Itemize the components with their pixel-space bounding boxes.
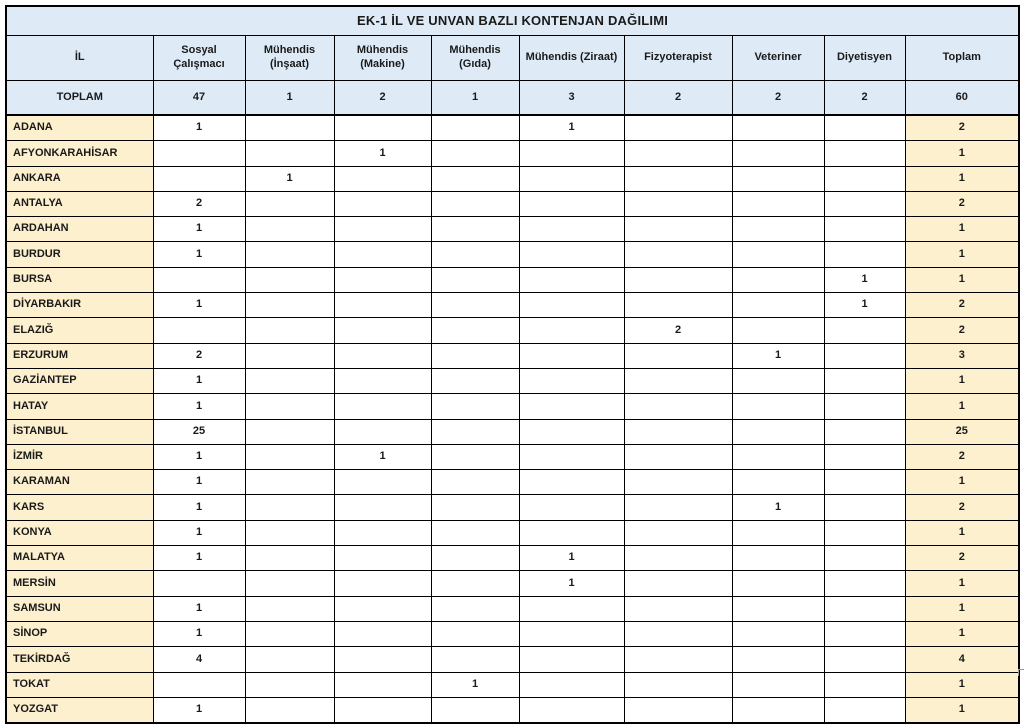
table-row-si̇nop <box>6 621 1019 646</box>
table-row-gazi̇antep <box>6 368 1019 393</box>
province-name: İZMİR <box>6 444 153 469</box>
value-cell-6 <box>732 697 824 723</box>
value-cell-7 <box>824 217 905 242</box>
kontenjan-table <box>5 5 1020 724</box>
row-total-cell: 25 <box>905 419 1019 444</box>
value-cell-0: 1 <box>153 596 245 621</box>
table-row-konya <box>6 520 1019 545</box>
province-name: ANKARA <box>6 166 153 191</box>
value-cell-6 <box>732 596 824 621</box>
value-cell-3: 1 <box>431 81 519 116</box>
value-cell-6: 2 <box>732 81 824 116</box>
value-cell-1 <box>245 647 334 672</box>
value-cell-5 <box>624 166 732 191</box>
value-cell-4 <box>519 293 624 318</box>
value-cell-6 <box>732 470 824 495</box>
value-cell-7 <box>824 368 905 393</box>
value-cell-1 <box>245 596 334 621</box>
column-header-3: Mühendis (Makine) <box>334 36 431 81</box>
value-cell-1 <box>245 318 334 343</box>
table-row-ardahan <box>6 217 1019 242</box>
value-cell-3 <box>431 267 519 292</box>
value-cell-4 <box>519 318 624 343</box>
value-cell-7 <box>824 166 905 191</box>
value-cell-7 <box>824 115 905 141</box>
row-total-cell: 1 <box>905 368 1019 393</box>
row-total-cell: 2 <box>905 444 1019 469</box>
value-cell-0: 1 <box>153 621 245 646</box>
value-cell-1 <box>245 546 334 571</box>
value-cell-7 <box>824 419 905 444</box>
value-cell-5 <box>624 444 732 469</box>
row-total-cell: 1 <box>905 267 1019 292</box>
value-cell-3 <box>431 470 519 495</box>
table-row-tokat <box>6 672 1019 697</box>
value-cell-5 <box>624 267 732 292</box>
value-cell-0 <box>153 672 245 697</box>
value-cell-2 <box>334 571 431 596</box>
value-cell-3 <box>431 647 519 672</box>
row-total-cell: 3 <box>905 343 1019 368</box>
row-total-cell: 2 <box>905 318 1019 343</box>
totals-row <box>6 81 1019 116</box>
value-cell-1 <box>245 191 334 216</box>
value-cell-5 <box>624 571 732 596</box>
value-cell-2: 1 <box>334 444 431 469</box>
table-row-erzurum <box>6 343 1019 368</box>
value-cell-4 <box>519 242 624 267</box>
value-cell-6 <box>732 571 824 596</box>
value-cell-7 <box>824 242 905 267</box>
table-row-hatay <box>6 394 1019 419</box>
value-cell-0: 1 <box>153 495 245 520</box>
value-cell-1: 1 <box>245 166 334 191</box>
province-name: HATAY <box>6 394 153 419</box>
value-cell-1 <box>245 621 334 646</box>
value-cell-4 <box>519 621 624 646</box>
table-row-burdur <box>6 242 1019 267</box>
value-cell-3 <box>431 293 519 318</box>
value-cell-0: 1 <box>153 520 245 545</box>
value-cell-3 <box>431 343 519 368</box>
province-name: SAMSUN <box>6 596 153 621</box>
value-cell-3 <box>431 444 519 469</box>
value-cell-1 <box>245 470 334 495</box>
value-cell-3 <box>431 520 519 545</box>
value-cell-2 <box>334 419 431 444</box>
value-cell-0: 1 <box>153 470 245 495</box>
table-row-antalya <box>6 191 1019 216</box>
value-cell-0: 1 <box>153 546 245 571</box>
totals-row-label: TOPLAM <box>6 81 153 116</box>
value-cell-4 <box>519 596 624 621</box>
column-header-8: Diyetisyen <box>824 36 905 81</box>
value-cell-7 <box>824 520 905 545</box>
value-cell-3 <box>431 394 519 419</box>
value-cell-5 <box>624 470 732 495</box>
value-cell-2 <box>334 495 431 520</box>
value-cell-5 <box>624 546 732 571</box>
value-cell-6 <box>732 191 824 216</box>
value-cell-6 <box>732 115 824 141</box>
value-cell-6 <box>732 267 824 292</box>
value-cell-0: 1 <box>153 242 245 267</box>
value-cell-7 <box>824 191 905 216</box>
province-name: DİYARBAKIR <box>6 293 153 318</box>
value-cell-3 <box>431 368 519 393</box>
row-total-cell: 1 <box>905 242 1019 267</box>
row-total-cell: 2 <box>905 115 1019 141</box>
table-row-adana <box>6 115 1019 141</box>
value-cell-2 <box>334 470 431 495</box>
row-total-cell: 1 <box>905 520 1019 545</box>
value-cell-2 <box>334 546 431 571</box>
province-name: ELAZIĞ <box>6 318 153 343</box>
row-total-cell: 1 <box>905 141 1019 166</box>
province-name: MALATYA <box>6 546 153 571</box>
value-cell-1 <box>245 495 334 520</box>
value-cell-1 <box>245 419 334 444</box>
value-cell-0: 1 <box>153 368 245 393</box>
province-name: MERSİN <box>6 571 153 596</box>
value-cell-5 <box>624 343 732 368</box>
value-cell-7 <box>824 495 905 520</box>
value-cell-2 <box>334 697 431 723</box>
value-cell-3 <box>431 242 519 267</box>
value-cell-3 <box>431 546 519 571</box>
page-corner-mark <box>1018 669 1024 676</box>
row-total-cell: 1 <box>905 470 1019 495</box>
province-name: KONYA <box>6 520 153 545</box>
value-cell-2: 2 <box>334 81 431 116</box>
value-cell-5 <box>624 242 732 267</box>
value-cell-6 <box>732 672 824 697</box>
value-cell-3 <box>431 596 519 621</box>
province-name: TEKİRDAĞ <box>6 647 153 672</box>
value-cell-2 <box>334 115 431 141</box>
value-cell-3 <box>431 419 519 444</box>
column-header-2: Mühendis (İnşaat) <box>245 36 334 81</box>
value-cell-2 <box>334 166 431 191</box>
value-cell-6 <box>732 242 824 267</box>
province-name: TOKAT <box>6 672 153 697</box>
value-cell-6 <box>732 217 824 242</box>
value-cell-2 <box>334 293 431 318</box>
province-name: KARS <box>6 495 153 520</box>
value-cell-6 <box>732 318 824 343</box>
row-total-cell: 2 <box>905 495 1019 520</box>
value-cell-0: 2 <box>153 191 245 216</box>
row-total-cell: 2 <box>905 546 1019 571</box>
value-cell-7 <box>824 141 905 166</box>
table-row-bursa <box>6 267 1019 292</box>
province-name: KARAMAN <box>6 470 153 495</box>
value-cell-2 <box>334 267 431 292</box>
value-cell-4 <box>519 217 624 242</box>
value-cell-1 <box>245 267 334 292</box>
row-total-cell: 1 <box>905 596 1019 621</box>
value-cell-7: 1 <box>824 267 905 292</box>
value-cell-3 <box>431 495 519 520</box>
column-header-0: İL <box>6 36 153 81</box>
value-cell-2 <box>334 672 431 697</box>
value-cell-1 <box>245 141 334 166</box>
value-cell-1 <box>245 672 334 697</box>
value-cell-0 <box>153 571 245 596</box>
value-cell-1 <box>245 115 334 141</box>
value-cell-5: 2 <box>624 318 732 343</box>
value-cell-7 <box>824 697 905 723</box>
table-row-teki̇rdağ <box>6 647 1019 672</box>
row-total-cell: 1 <box>905 672 1019 697</box>
value-cell-4: 1 <box>519 115 624 141</box>
province-name: YOZGAT <box>6 697 153 723</box>
table-row-di̇yarbakir <box>6 293 1019 318</box>
value-cell-1 <box>245 217 334 242</box>
value-cell-5 <box>624 115 732 141</box>
value-cell-2 <box>334 621 431 646</box>
column-header-1: Sosyal Çalışmacı <box>153 36 245 81</box>
row-total-cell: 1 <box>905 217 1019 242</box>
table-row-karaman <box>6 470 1019 495</box>
province-name: BURSA <box>6 267 153 292</box>
value-cell-3 <box>431 571 519 596</box>
row-total-cell: 1 <box>905 697 1019 723</box>
table-row-yozgat <box>6 697 1019 723</box>
value-cell-3: 1 <box>431 672 519 697</box>
value-cell-7 <box>824 647 905 672</box>
table-title-row <box>6 6 1019 36</box>
value-cell-0: 1 <box>153 444 245 469</box>
value-cell-5 <box>624 368 732 393</box>
table-row-samsun <box>6 596 1019 621</box>
province-name: BURDUR <box>6 242 153 267</box>
value-cell-1 <box>245 444 334 469</box>
row-total-cell: 2 <box>905 293 1019 318</box>
value-cell-0: 1 <box>153 115 245 141</box>
value-cell-4 <box>519 419 624 444</box>
value-cell-0: 1 <box>153 293 245 318</box>
province-name: İSTANBUL <box>6 419 153 444</box>
row-total-cell: 1 <box>905 571 1019 596</box>
value-cell-3 <box>431 697 519 723</box>
value-cell-4 <box>519 444 624 469</box>
value-cell-2 <box>334 217 431 242</box>
table-row-ankara <box>6 166 1019 191</box>
column-header-7: Veteriner <box>732 36 824 81</box>
value-cell-3 <box>431 217 519 242</box>
value-cell-3 <box>431 141 519 166</box>
table-body <box>6 81 1019 724</box>
province-name: ERZURUM <box>6 343 153 368</box>
value-cell-0 <box>153 318 245 343</box>
value-cell-0: 1 <box>153 394 245 419</box>
value-cell-0: 47 <box>153 81 245 116</box>
value-cell-5 <box>624 191 732 216</box>
table-row-i̇stanbul <box>6 419 1019 444</box>
value-cell-0: 4 <box>153 647 245 672</box>
value-cell-5 <box>624 621 732 646</box>
value-cell-2 <box>334 343 431 368</box>
value-cell-7 <box>824 343 905 368</box>
value-cell-0: 1 <box>153 697 245 723</box>
value-cell-4: 3 <box>519 81 624 116</box>
value-cell-5 <box>624 217 732 242</box>
value-cell-5 <box>624 419 732 444</box>
value-cell-6 <box>732 621 824 646</box>
province-name: ANTALYA <box>6 191 153 216</box>
value-cell-4 <box>519 394 624 419</box>
value-cell-6 <box>732 444 824 469</box>
value-cell-6 <box>732 546 824 571</box>
value-cell-2 <box>334 191 431 216</box>
value-cell-1 <box>245 368 334 393</box>
value-cell-1 <box>245 697 334 723</box>
value-cell-4: 1 <box>519 546 624 571</box>
value-cell-1 <box>245 343 334 368</box>
value-cell-2 <box>334 394 431 419</box>
value-cell-1: 1 <box>245 81 334 116</box>
value-cell-0 <box>153 141 245 166</box>
column-header-6: Fizyoterapist <box>624 36 732 81</box>
value-cell-6 <box>732 293 824 318</box>
value-cell-4 <box>519 647 624 672</box>
table-title: EK-1 İL VE UNVAN BAZLI KONTENJAN DAĞILIMI <box>6 6 1019 36</box>
value-cell-7: 1 <box>824 293 905 318</box>
value-cell-5 <box>624 647 732 672</box>
row-total-cell: 1 <box>905 621 1019 646</box>
value-cell-3 <box>431 166 519 191</box>
value-cell-0: 2 <box>153 343 245 368</box>
value-cell-4 <box>519 470 624 495</box>
value-cell-5 <box>624 697 732 723</box>
column-header-row <box>6 36 1019 81</box>
value-cell-3 <box>431 621 519 646</box>
value-cell-2 <box>334 242 431 267</box>
value-cell-5 <box>624 596 732 621</box>
value-cell-1 <box>245 571 334 596</box>
value-cell-2 <box>334 520 431 545</box>
value-cell-2: 1 <box>334 141 431 166</box>
value-cell-6 <box>732 647 824 672</box>
value-cell-4 <box>519 343 624 368</box>
value-cell-1 <box>245 394 334 419</box>
table-row-i̇zmi̇r <box>6 444 1019 469</box>
row-total-cell: 2 <box>905 191 1019 216</box>
value-cell-5 <box>624 293 732 318</box>
value-cell-7 <box>824 546 905 571</box>
value-cell-7 <box>824 621 905 646</box>
province-name: ADANA <box>6 115 153 141</box>
value-cell-4 <box>519 672 624 697</box>
value-cell-2 <box>334 596 431 621</box>
value-cell-6: 1 <box>732 343 824 368</box>
value-cell-3 <box>431 318 519 343</box>
row-total-cell: 4 <box>905 647 1019 672</box>
value-cell-5 <box>624 520 732 545</box>
column-header-9: Toplam <box>905 36 1019 81</box>
value-cell-1 <box>245 293 334 318</box>
value-cell-7 <box>824 470 905 495</box>
column-header-4: Mühendis (Gıda) <box>431 36 519 81</box>
province-name: SİNOP <box>6 621 153 646</box>
value-cell-4 <box>519 166 624 191</box>
value-cell-1 <box>245 242 334 267</box>
table-row-malatya <box>6 546 1019 571</box>
value-cell-7 <box>824 444 905 469</box>
column-header-5: Mühendis (Ziraat) <box>519 36 624 81</box>
value-cell-5 <box>624 394 732 419</box>
value-cell-6 <box>732 141 824 166</box>
value-cell-5: 2 <box>624 81 732 116</box>
value-cell-3 <box>431 115 519 141</box>
value-cell-4 <box>519 520 624 545</box>
value-cell-4 <box>519 141 624 166</box>
value-cell-0 <box>153 267 245 292</box>
value-cell-4 <box>519 697 624 723</box>
value-cell-4 <box>519 191 624 216</box>
table-row-afyonkarahi̇sar <box>6 141 1019 166</box>
value-cell-7 <box>824 672 905 697</box>
value-cell-3 <box>431 191 519 216</box>
value-cell-7 <box>824 571 905 596</box>
value-cell-4: 1 <box>519 571 624 596</box>
value-cell-2 <box>334 647 431 672</box>
value-cell-6 <box>732 520 824 545</box>
value-cell-4 <box>519 368 624 393</box>
province-name: ARDAHAN <box>6 217 153 242</box>
value-cell-4 <box>519 267 624 292</box>
value-cell-2 <box>334 318 431 343</box>
row-total-cell: 60 <box>905 81 1019 116</box>
value-cell-7 <box>824 596 905 621</box>
value-cell-6 <box>732 368 824 393</box>
value-cell-5 <box>624 495 732 520</box>
row-total-cell: 1 <box>905 394 1019 419</box>
value-cell-7 <box>824 394 905 419</box>
value-cell-2 <box>334 368 431 393</box>
table-row-kars <box>6 495 1019 520</box>
value-cell-7: 2 <box>824 81 905 116</box>
value-cell-6 <box>732 394 824 419</box>
value-cell-4 <box>519 495 624 520</box>
province-name: GAZİANTEP <box>6 368 153 393</box>
value-cell-6 <box>732 166 824 191</box>
value-cell-0: 25 <box>153 419 245 444</box>
value-cell-5 <box>624 672 732 697</box>
value-cell-1 <box>245 520 334 545</box>
value-cell-0 <box>153 166 245 191</box>
value-cell-6 <box>732 419 824 444</box>
province-name: AFYONKARAHİSAR <box>6 141 153 166</box>
table-row-elaziğ <box>6 318 1019 343</box>
table-row-mersi̇n <box>6 571 1019 596</box>
value-cell-7 <box>824 318 905 343</box>
row-total-cell: 1 <box>905 166 1019 191</box>
value-cell-5 <box>624 141 732 166</box>
value-cell-0: 1 <box>153 217 245 242</box>
value-cell-6: 1 <box>732 495 824 520</box>
